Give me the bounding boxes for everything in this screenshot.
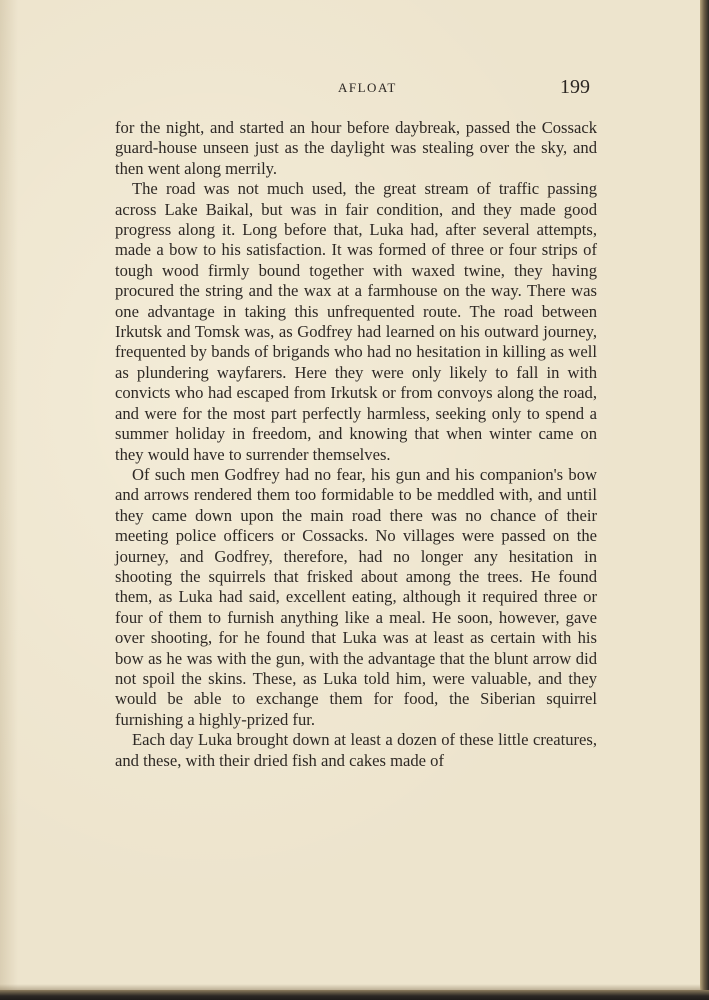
- paragraph: Each day Luka brought down at least a dozen of these little creatures, and these, with their dried fish and cakes made of: [115, 730, 597, 770]
- page-edge-bottom: [0, 990, 709, 1000]
- page-edge-right: [700, 0, 709, 1000]
- page-number: 199: [560, 76, 590, 98]
- paragraph: Of such men Godfrey had no fear, his gun and his companion's bow and arrows rendered them too formidable to be meddled with, and until they came down upon the main road there was no chance of their meeting police officers or Cossacks. No villages were passed on the journey, and Godfrey, therefore, had no longer any hesitation in shooting the squirrels that frisked about among the trees. He found them, as Luka had said, excellent eating, although it required three or four of them to furnish anything like a meal. He soon, however, gave over shooting, for he found that Luka was at least as certain with his bow as he was with the gun, with the advantage that the blunt arrow did not spoil the skins. These, as Luka told him, were valuable, and they would be able to exchange them for food, the Siberian squirrel furnishing a highly-prized fur.: [115, 464, 597, 729]
- paragraph: The road was not much used, the great stream of traffic passing across Lake Baikal, but was in fair condition, and they made good progress along it. Long before that, Luka had, after several attempts, made a bow to his satisfaction. It was formed of three or four strips of tough wood firmly bound together with waxed twine, they having procured the string and the wax at a farmhouse on the way. There was one advantage in taking this unfrequented route. The road between Irkutsk and Tomsk was, as Godfrey had learned on his outward journey, frequented by bands of brigands who had no hesitation in killing as well as plundering wayfarers. Here they were only likely to fall in with convicts who had escaped from Irkutsk or from convoys along the road, and were for the most part perfectly harmless, seeking only to spend a summer holiday in freedom, and knowing that when winter came on they would have to surrender themselves.: [115, 179, 597, 464]
- body-text: [115, 118, 597, 771]
- paragraph: for the night, and started an hour before daybreak, passed the Cossack guard-house unseen just as the daylight was stealing over the sky, and then went along merrily.: [115, 118, 597, 178]
- running-title: AFLOAT: [338, 80, 397, 95]
